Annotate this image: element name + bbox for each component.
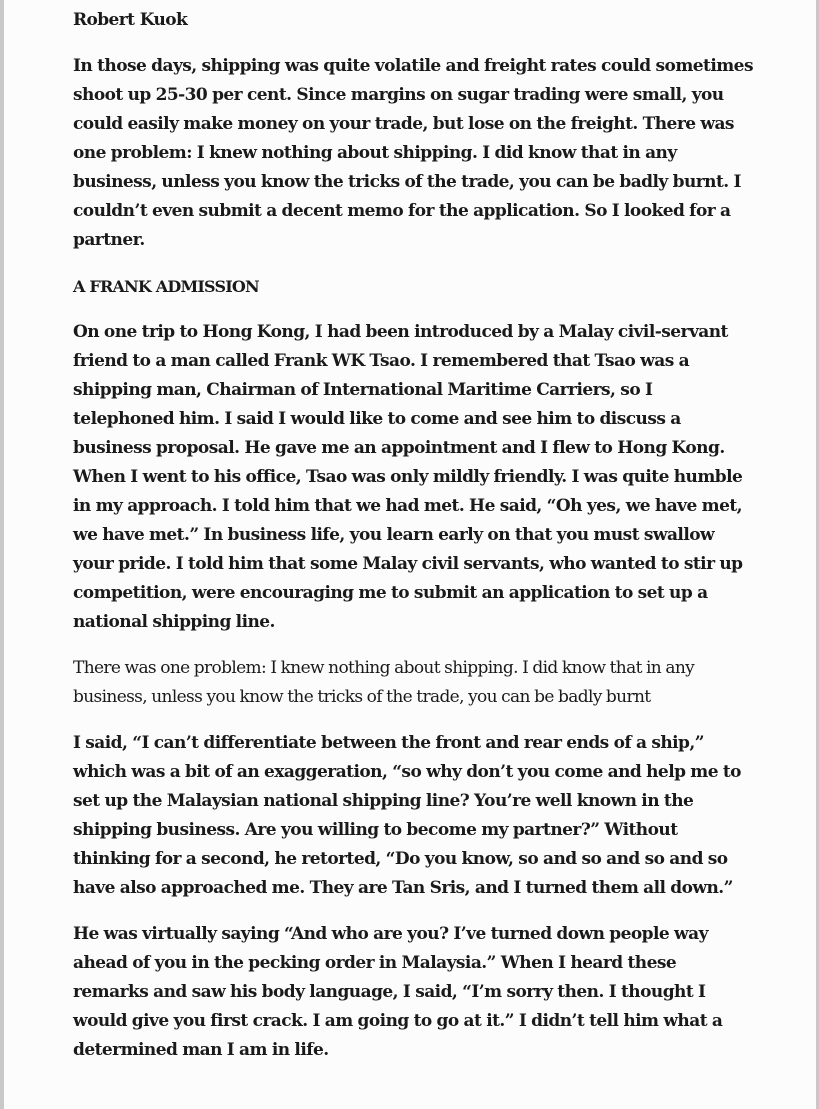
article-body — [73, 6, 753, 1082]
paragraph: He was virtually saying “And who are you? I’ve turned down people way ahead of you in the pecking order in Malaysia.” When I heard these remarks and saw his body language, I said, “I’m sorry then. I thought I would give you first crack. I am going to go at it.” I didn’t tell him what a determined man I am in life. — [73, 924, 723, 1060]
pull-quote: There was one problem: I knew nothing about shipping. I did know that in any business, unless you know the tricks of the trade, you can be badly burnt — [73, 658, 695, 707]
author-byline: Robert Kuok — [73, 10, 188, 30]
paragraph: On one trip to Hong Kong, I had been introduced by a Malay civil-servant friend to a man called Frank WK Tsao. I remembered that Tsao was a shipping man, Chairman of International Maritime Carriers, so I telephoned him. I said I would like to come and see him to discuss a business proposal. He gave me an appointment and I flew to Hong Kong. When I went to his office, Tsao was only mildly friendly. I was quite humble in my approach. I told him that we had met. He said, “Oh yes, we have met, we have met.” In business life, you learn early on that you must swallow your pride. I told him that some Malay civil servants, who wanted to stir up competition, were encouraging me to submit an application to set up a national shipping line. — [73, 322, 743, 632]
paragraph: I said, “I can’t differentiate between the front and rear ends of a ship,” which was a bit of an exaggeration, “so why don’t you come and help me to set up the Malaysian national shipping line? You’re well known in the shipping business. Are you willing to become my partner?” Without thinking for a second, he retorted, “Do you know, so and so and so and so have also approached me. They are Tan Sris, and I turned them all down.” — [73, 733, 741, 898]
paragraph: In those days, shipping was quite volatile and freight rates could sometimes shoot up 25-30 per cent. Since margins on sugar trading were small, you could easily make money on your trade, but lose on the freight. There was one problem: I knew nothing about shipping. I did know that in any business, unless you know the tricks of the trade, you can be badly burnt. I couldn’t even submit a decent memo for the application. So I looked for a partner. — [73, 56, 753, 250]
section-subheading: A FRANK ADMISSION — [73, 277, 259, 296]
